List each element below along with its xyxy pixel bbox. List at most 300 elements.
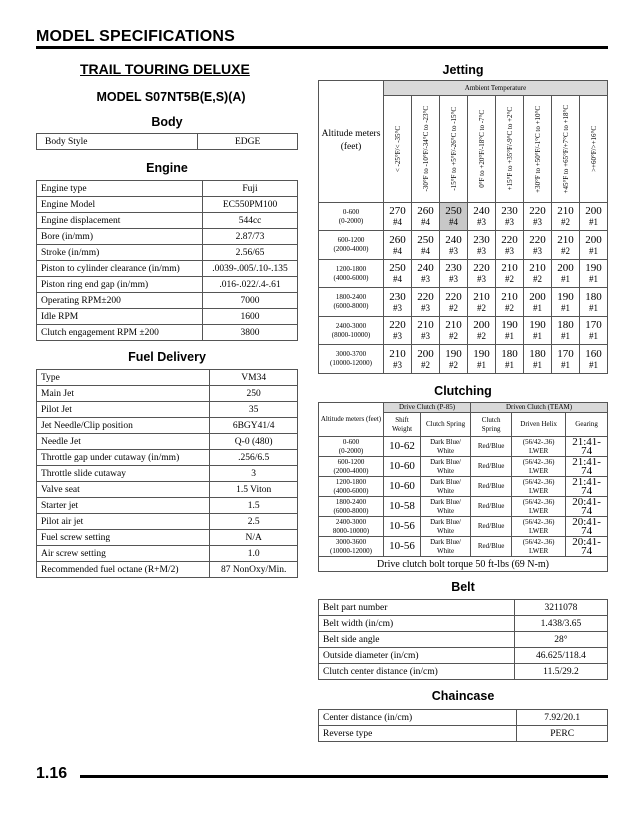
fuel-value: N/A	[210, 530, 298, 546]
temperature-label: -30°F to -10°F/-34°C to -23°C	[421, 106, 430, 192]
jetting-cell	[524, 288, 552, 317]
needle-clip-value: #3	[477, 274, 486, 285]
altitude-feet: (4000-6000)	[333, 486, 369, 495]
needle-clip-value: #1	[589, 331, 598, 342]
jetting-cell	[496, 202, 524, 231]
altitude-feet: (0-2000)	[338, 216, 364, 225]
driven-spring-header: Clutch Spring	[471, 413, 512, 437]
fuel-value: .256/6.5	[210, 450, 298, 466]
fuel-label: Air screw setting	[37, 546, 210, 562]
jetting-altitude-cell	[319, 202, 384, 231]
chaincase-row	[319, 726, 608, 742]
main-jet-value: 270	[389, 205, 406, 218]
fuel-value: 2.5	[210, 514, 298, 530]
main-jet-value: 180	[529, 347, 546, 360]
belt-row	[319, 664, 608, 680]
altitude-feet: (6000-8000)	[333, 302, 369, 311]
main-jet-value: 160	[585, 347, 602, 360]
chaincase-label: Reverse type	[319, 726, 517, 742]
driven-spring-value: Red/Blue	[471, 497, 512, 517]
jetting-cell	[384, 316, 412, 345]
jetting-cell	[440, 288, 468, 317]
jetting-altitude-header: Altitude meters (feet)	[319, 81, 384, 203]
engine-value: 3800	[203, 325, 298, 341]
driven-spring-value: Red/Blue	[471, 457, 512, 477]
jetting-cell	[524, 231, 552, 260]
jetting-cell	[468, 259, 496, 288]
altitude-feet: (4000-6000)	[333, 273, 369, 282]
engine-row	[37, 293, 298, 309]
jetting-cell	[496, 288, 524, 317]
jetting-row	[319, 316, 608, 345]
needle-clip-value: #1	[589, 302, 598, 313]
engine-title: Engine	[146, 161, 188, 175]
main-jet-value: 220	[445, 290, 462, 303]
belt-row	[319, 632, 608, 648]
jetting-cell	[580, 345, 608, 374]
main-jet-value: 210	[529, 262, 546, 275]
gearing-value: 20:41-74	[566, 537, 608, 557]
needle-clip-value: #1	[561, 359, 570, 370]
fuel-value: VM34	[210, 370, 298, 386]
needle-clip-value: #3	[505, 217, 514, 228]
fuel-value: 250	[210, 386, 298, 402]
header-rule	[36, 46, 608, 49]
needle-clip-value: #3	[393, 331, 402, 342]
jetting-altitude-cell	[319, 231, 384, 260]
main-jet-value: 210	[473, 290, 490, 303]
jetting-cell	[384, 288, 412, 317]
shift-weight-value: 10-60	[384, 457, 421, 477]
fuel-value: 1.0	[210, 546, 298, 562]
temperature-label: < -25°F/< -35°C	[393, 126, 402, 173]
engine-label: Clutch engagement RPM ±200	[37, 325, 203, 341]
fuel-label: Throttle gap under cutaway (in/mm)	[37, 450, 210, 466]
clutching-table	[318, 402, 608, 572]
jetting-table	[318, 80, 608, 374]
jetting-cell	[524, 316, 552, 345]
jetting-cell	[412, 259, 440, 288]
engine-label: Idle RPM	[37, 309, 203, 325]
needle-clip-value: #1	[505, 331, 514, 342]
jetting-cell	[580, 202, 608, 231]
altitude-meters: 0-600	[342, 437, 360, 446]
main-jet-value: 200	[529, 290, 546, 303]
temperature-label: -15°F to +5°F/-26°C to -15°C	[449, 107, 458, 191]
drive-clutch-torque-note: Drive clutch bolt torque 50 ft-lbs (69 N-m)	[319, 557, 608, 572]
engine-row	[37, 277, 298, 293]
needle-clip-value: #1	[477, 359, 486, 370]
belt-label: Clutch center distance (in/cm)	[319, 664, 515, 680]
needle-clip-value: #2	[561, 245, 570, 256]
needle-clip-value: #4	[449, 217, 458, 228]
fuel-row	[37, 402, 298, 418]
page-header: MODEL SPECIFICATIONS	[36, 28, 235, 45]
belt-label: Belt part number	[319, 600, 515, 616]
temperature-column-header	[468, 96, 496, 202]
needle-clip-value: #4	[421, 245, 430, 256]
driven-helix-value: (56/42-.36) LWER	[512, 497, 566, 517]
driven-helix-value: (56/42-.36) LWER	[512, 457, 566, 477]
engine-row	[37, 181, 298, 197]
main-jet-value: 230	[389, 290, 406, 303]
body-style-label: Body Style	[37, 134, 198, 150]
shift-weight-header: Shift Weight	[384, 413, 421, 437]
jetting-row	[319, 345, 608, 374]
engine-row	[37, 197, 298, 213]
drive-spring-value: Dark Blue/ White	[421, 477, 471, 497]
jetting-cell	[552, 288, 580, 317]
main-jet-value: 250	[389, 262, 406, 275]
altitude-meters: 0-600	[342, 207, 360, 216]
fuel-label: Main Jet	[37, 386, 210, 402]
drive-spring-header: Clutch Spring	[421, 413, 471, 437]
clutch-altitude-cell	[319, 477, 384, 497]
clutching-row	[319, 537, 608, 557]
clutch-altitude-cell	[319, 437, 384, 457]
belt-label: Belt side angle	[319, 632, 515, 648]
clutch-altitude-cell	[319, 497, 384, 517]
needle-clip-value: #1	[561, 331, 570, 342]
temperature-label: +15°F to +35°F/-9°C to +2°C	[505, 107, 514, 191]
jetting-cell	[412, 231, 440, 260]
engine-row	[37, 325, 298, 341]
needle-clip-value: #2	[477, 331, 486, 342]
belt-label: Outside diameter (in/cm)	[319, 648, 515, 664]
engine-label: Piston ring end gap (in/mm)	[37, 277, 203, 293]
clutch-altitude-cell	[319, 517, 384, 537]
temperature-column-header	[440, 96, 468, 202]
clutching-row	[319, 437, 608, 457]
jetting-cell	[440, 202, 468, 231]
jetting-cell	[412, 316, 440, 345]
needle-clip-value: #3	[477, 245, 486, 256]
fuel-label: Fuel screw setting	[37, 530, 210, 546]
driven-clutch-header: Driven Clutch (TEAM)	[471, 403, 608, 413]
drive-spring-value: Dark Blue/ White	[421, 517, 471, 537]
jetting-cell	[524, 259, 552, 288]
gearing-value: 21:41-74	[566, 437, 608, 457]
main-jet-value: 230	[445, 262, 462, 275]
altitude-meters: 600-1200	[337, 236, 365, 245]
engine-table	[36, 180, 298, 341]
engine-value: EC550PM100	[203, 197, 298, 213]
fuel-label: Type	[37, 370, 210, 386]
engine-label: Stroke (in/mm)	[37, 245, 203, 261]
main-jet-value: 170	[585, 319, 602, 332]
engine-value: 544cc	[203, 213, 298, 229]
jetting-altitude-cell	[319, 345, 384, 374]
drive-spring-value: Dark Blue/ White	[421, 457, 471, 477]
main-jet-value: 210	[501, 262, 518, 275]
clutching-row	[319, 497, 608, 517]
main-jet-value: 210	[445, 319, 462, 332]
temperature-label: >+60°F/>+16°C	[589, 126, 598, 173]
engine-label: Operating RPM±200	[37, 293, 203, 309]
jetting-cell	[468, 345, 496, 374]
jetting-cell	[440, 316, 468, 345]
jetting-altitude-cell	[319, 316, 384, 345]
chaincase-value: 7.92/20.1	[517, 710, 608, 726]
main-jet-value: 170	[557, 347, 574, 360]
main-jet-value: 190	[445, 347, 462, 360]
temperature-label: +30°F to +50°F/-1°C to +10°C	[533, 105, 542, 193]
shift-weight-value: 10-62	[384, 437, 421, 457]
temperature-column-header	[580, 96, 608, 202]
engine-label: Bore (in/mm)	[37, 229, 203, 245]
needle-clip-value: #3	[421, 274, 430, 285]
jetting-cell	[496, 259, 524, 288]
needle-clip-value: #3	[533, 217, 542, 228]
belt-value: 28°	[514, 632, 607, 648]
footer-rule	[80, 775, 608, 778]
altitude-meters: 1800-2400	[335, 497, 367, 506]
jetting-cell	[552, 345, 580, 374]
needle-clip-value: #2	[505, 302, 514, 313]
engine-value: 2.87/73	[203, 229, 298, 245]
jetting-cell	[384, 202, 412, 231]
main-jet-value: 190	[529, 319, 546, 332]
needle-clip-value: #2	[449, 359, 458, 370]
needle-clip-value: #4	[421, 217, 430, 228]
belt-row	[319, 616, 608, 632]
fuel-label: Pilot Jet	[37, 402, 210, 418]
engine-row	[37, 213, 298, 229]
jetting-cell	[496, 345, 524, 374]
altitude-feet: 8000-10000)	[332, 526, 370, 535]
jetting-cell	[524, 345, 552, 374]
jetting-title: Jetting	[442, 63, 484, 77]
engine-row	[37, 261, 298, 277]
altitude-feet: (6000-8000)	[333, 506, 369, 515]
fuel-row	[37, 546, 298, 562]
shift-weight-value: 10-56	[384, 517, 421, 537]
main-jet-value: 190	[585, 262, 602, 275]
fuel-value: 6BGY41/4	[210, 418, 298, 434]
belt-row	[319, 600, 608, 616]
needle-clip-value: #3	[393, 359, 402, 370]
jetting-cell	[552, 259, 580, 288]
chaincase-label: Center distance (in/cm)	[319, 710, 517, 726]
needle-clip-value: #1	[589, 274, 598, 285]
altitude-meters: 3000-3700	[335, 350, 367, 359]
needle-clip-value: #1	[533, 302, 542, 313]
needle-clip-value: #3	[477, 217, 486, 228]
altitude-feet: (8000-10000)	[331, 330, 371, 339]
engine-value: 1600	[203, 309, 298, 325]
main-jet-value: 180	[557, 319, 574, 332]
ambient-temperature-header: Ambient Temperature	[384, 81, 608, 96]
needle-clip-value: #2	[449, 302, 458, 313]
chaincase-value: PERC	[517, 726, 608, 742]
needle-clip-value: #2	[449, 331, 458, 342]
fuel-value: 1.5	[210, 498, 298, 514]
main-jet-value: 260	[417, 205, 434, 218]
main-jet-value: 220	[389, 319, 406, 332]
drive-clutch-header: Drive Clutch (P-85)	[384, 403, 471, 413]
needle-clip-value: #3	[393, 302, 402, 313]
main-jet-value: 220	[501, 233, 518, 246]
jetting-cell	[440, 231, 468, 260]
temperature-column-header	[552, 96, 580, 202]
needle-clip-value: #1	[533, 331, 542, 342]
engine-label: Engine displacement	[37, 213, 203, 229]
page-number: 1.16	[36, 765, 68, 782]
jetting-row	[319, 259, 608, 288]
altitude-feet: (0-2000)	[338, 446, 364, 455]
temperature-label: 0°F to +20°F/-18°C to -7°C	[477, 110, 486, 188]
temperature-column-header	[524, 96, 552, 202]
body-table	[36, 133, 298, 150]
main-jet-value: 210	[417, 319, 434, 332]
jetting-cell	[468, 231, 496, 260]
engine-row	[37, 309, 298, 325]
shift-weight-value: 10-60	[384, 477, 421, 497]
altitude-feet: (10000-12000)	[330, 359, 372, 368]
jetting-cell	[384, 231, 412, 260]
body-row	[37, 134, 298, 150]
fuel-row	[37, 514, 298, 530]
fuel-value: Q-0 (480)	[210, 434, 298, 450]
driven-helix-value: (56/42-.36) LWER	[512, 437, 566, 457]
jetting-cell	[552, 316, 580, 345]
jetting-cell	[412, 345, 440, 374]
jetting-cell	[440, 345, 468, 374]
needle-clip-value: #3	[533, 245, 542, 256]
main-jet-value: 180	[501, 347, 518, 360]
main-jet-value: 250	[445, 205, 462, 218]
jetting-cell	[384, 259, 412, 288]
jetting-cell	[552, 231, 580, 260]
engine-label: Engine Model	[37, 197, 203, 213]
engine-label: Piston to cylinder clearance (in/mm)	[37, 261, 203, 277]
main-jet-value: 230	[501, 205, 518, 218]
altitude-meters: 3000-3600	[335, 537, 367, 546]
temperature-column-header	[412, 96, 440, 202]
main-jet-value: 200	[557, 262, 574, 275]
fuel-title: Fuel Delivery	[128, 350, 206, 364]
engine-row	[37, 245, 298, 261]
needle-clip-value: #1	[589, 217, 598, 228]
needle-clip-value: #4	[393, 274, 402, 285]
needle-clip-value: #1	[561, 302, 570, 313]
altitude-meters: 1200-1800	[335, 477, 367, 486]
jetting-row	[319, 202, 608, 231]
fuel-row	[37, 418, 298, 434]
jetting-altitude-cell	[319, 288, 384, 317]
main-jet-value: 190	[473, 347, 490, 360]
needle-clip-value: #2	[421, 359, 430, 370]
needle-clip-value: #1	[533, 359, 542, 370]
main-jet-value: 210	[557, 233, 574, 246]
model-name: TRAIL TOURING DELUXE	[80, 61, 250, 77]
model-number: MODEL S07NT5B(E,S)(A)	[96, 90, 246, 104]
main-jet-value: 200	[585, 205, 602, 218]
fuel-label: Recommended fuel octane (R+M/2)	[37, 562, 210, 578]
jetting-cell	[524, 202, 552, 231]
clutch-altitude-cell	[319, 457, 384, 477]
fuel-row	[37, 466, 298, 482]
needle-clip-value: #1	[589, 245, 598, 256]
jetting-altitude-cell	[319, 259, 384, 288]
belt-row	[319, 648, 608, 664]
gearing-header: Gearing	[566, 413, 608, 437]
chaincase-title: Chaincase	[431, 689, 495, 703]
clutching-row	[319, 457, 608, 477]
gearing-value: 21:41-74	[566, 457, 608, 477]
fuel-value: 35	[210, 402, 298, 418]
main-jet-value: 200	[585, 233, 602, 246]
belt-value: 3211078	[514, 600, 607, 616]
driven-helix-header: Driven Helix	[512, 413, 566, 437]
chaincase-table	[318, 709, 608, 742]
clutching-row	[319, 517, 608, 537]
driven-helix-value: (56/42-.36) LWER	[512, 517, 566, 537]
needle-clip-value: #1	[561, 274, 570, 285]
shift-weight-value: 10-56	[384, 537, 421, 557]
temperature-column-header	[384, 96, 412, 202]
fuel-row	[37, 450, 298, 466]
driven-helix-value: (56/42-.36) LWER	[512, 477, 566, 497]
clutch-altitude-cell	[319, 537, 384, 557]
main-jet-value: 260	[389, 233, 406, 246]
jetting-cell	[496, 316, 524, 345]
main-jet-value: 190	[501, 319, 518, 332]
belt-value: 1.438/3.65	[514, 616, 607, 632]
main-jet-value: 210	[557, 205, 574, 218]
altitude-meters: 2400-3000	[335, 517, 367, 526]
jetting-cell	[468, 316, 496, 345]
fuel-label: Valve seat	[37, 482, 210, 498]
altitude-feet: (10000-12000)	[330, 546, 372, 555]
fuel-row	[37, 498, 298, 514]
engine-value: .0039-.005/.10-.135	[203, 261, 298, 277]
drive-spring-value: Dark Blue/ White	[421, 437, 471, 457]
engine-row	[37, 229, 298, 245]
altitude-meters: 2400-3000	[335, 321, 367, 330]
altitude-meters: 1200-1800	[335, 264, 367, 273]
fuel-row	[37, 370, 298, 386]
jetting-cell	[580, 288, 608, 317]
temperature-label: +45°F to +65°F/+7°C to +18°C	[561, 104, 570, 194]
jetting-cell	[412, 288, 440, 317]
driven-spring-value: Red/Blue	[471, 477, 512, 497]
jetting-cell	[580, 259, 608, 288]
main-jet-value: 180	[585, 290, 602, 303]
main-jet-value: 200	[473, 319, 490, 332]
body-style-value: EDGE	[198, 134, 298, 150]
torque-row	[319, 557, 608, 572]
jetting-cell	[440, 259, 468, 288]
belt-table	[318, 599, 608, 680]
main-jet-value: 240	[445, 233, 462, 246]
jetting-cell	[552, 202, 580, 231]
drive-spring-value: Dark Blue/ White	[421, 497, 471, 517]
needle-clip-value: #1	[589, 359, 598, 370]
engine-value: .016-.022/.4-.61	[203, 277, 298, 293]
jetting-cell	[580, 316, 608, 345]
fuel-row	[37, 530, 298, 546]
shift-weight-value: 10-58	[384, 497, 421, 517]
fuel-label: Jet Needle/Clip position	[37, 418, 210, 434]
driven-spring-value: Red/Blue	[471, 537, 512, 557]
main-jet-value: 220	[529, 233, 546, 246]
clutching-row	[319, 477, 608, 497]
body-title: Body	[151, 115, 183, 129]
needle-clip-value: #2	[477, 302, 486, 313]
drive-spring-value: Dark Blue/ White	[421, 537, 471, 557]
main-jet-value: 210	[389, 347, 406, 360]
